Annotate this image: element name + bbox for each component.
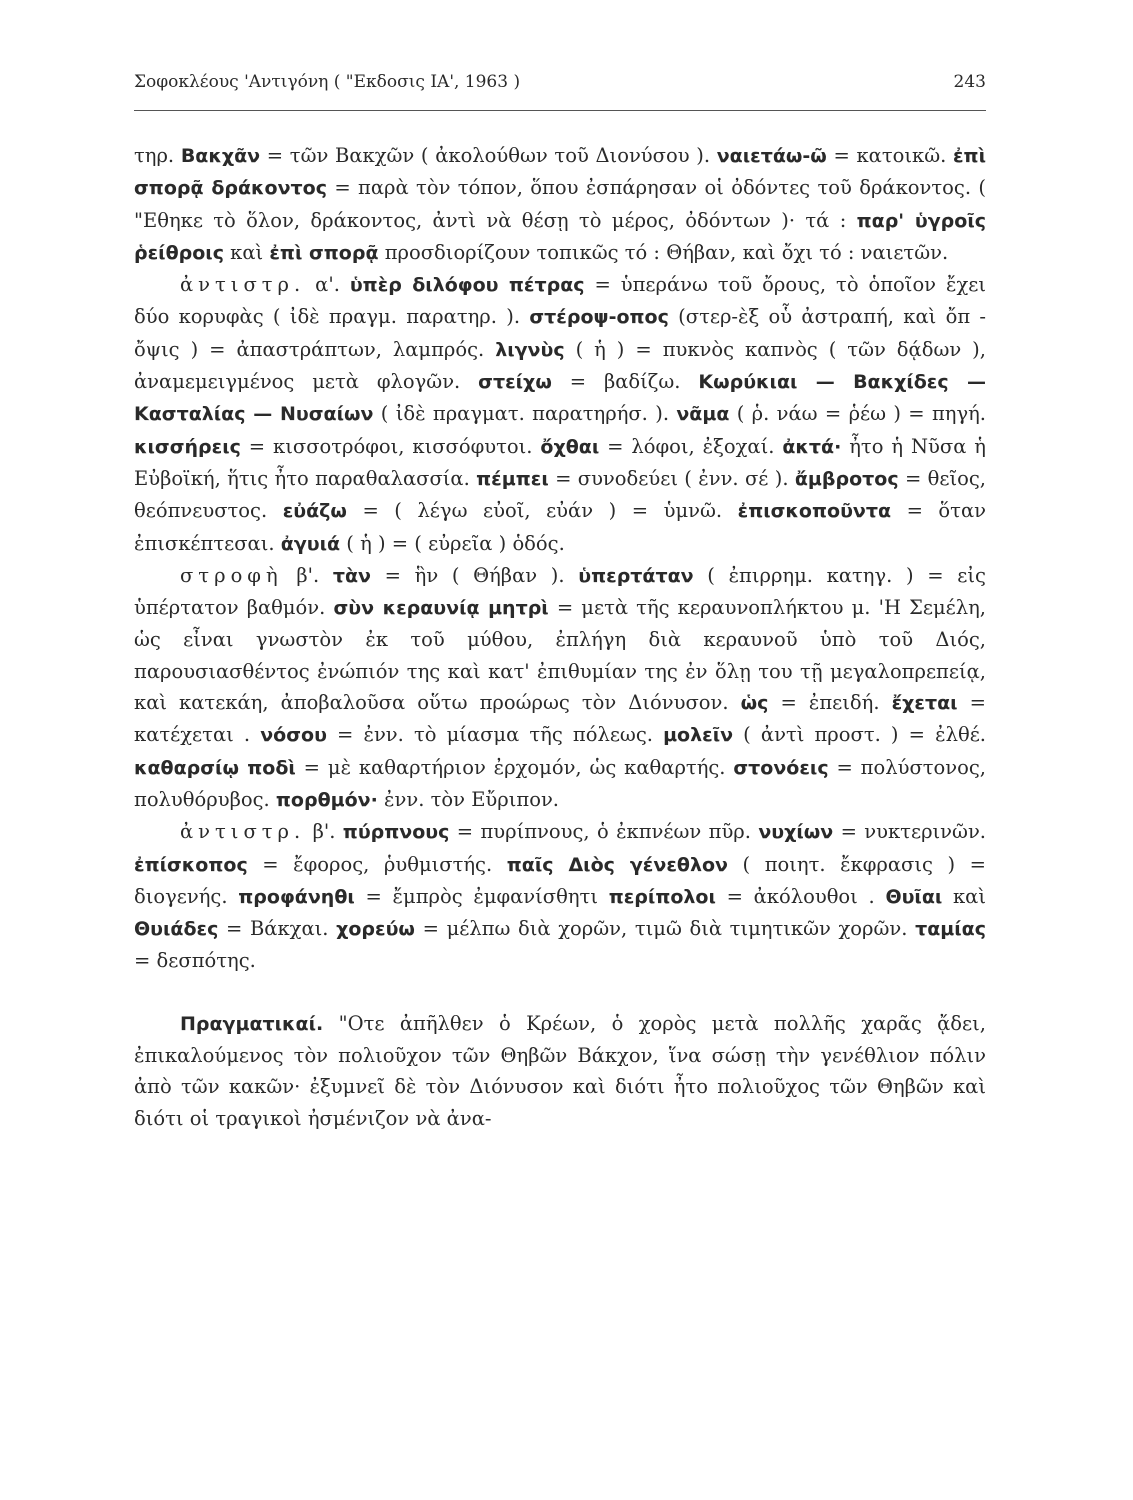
term: παρ' ὑγροῖς ῥείθροις: [134, 209, 986, 264]
text-run: = κατέχεται .: [134, 691, 986, 747]
text-run: = πολύστονος, πολυθόρυβος.: [134, 755, 986, 811]
text-run: ( ἀντὶ προστ. ) = ἐλθέ.: [733, 723, 986, 747]
text-run: ἐνν. τὸν Εὔριπον.: [377, 787, 559, 811]
text-run: = ἀκόλουθοι .: [715, 884, 886, 908]
paragraph: [134, 1008, 986, 1134]
text-run: = Βάκχαι.: [218, 917, 337, 941]
paragraph: [134, 140, 986, 269]
term: ὑπὲρ διλόφου πέτρας: [349, 274, 585, 297]
text-run: = συνοδεύει ( ἐνν. σέ ).: [548, 466, 795, 490]
text-run: = δεσπότης.: [134, 949, 256, 973]
term: περίπολοι: [608, 885, 716, 908]
term: παῖς Διὸς γένεθλον: [506, 853, 728, 876]
text-run: ἦτο ἡ Νῦσα ἡ Εὐβοϊκή, ἥτις ἦτο παραθαλασσία.: [134, 434, 986, 490]
text-run: = θεῖος, θεόπνευστος.: [134, 466, 986, 523]
term: ναιετάω-ῶ: [716, 145, 827, 167]
term: ἐπὶ σπορᾷ δράκοντος: [134, 145, 986, 200]
text-run: = μετὰ τῆς κεραυνοπλήκτου μ. 'Η Σεμέλη, ὡς εἶναι γνωστὸν ἐκ τοῦ μύθου, ἐπλήγη διὰ κεραυνοῦ ὑπὸ τοῦ Διός, παρουσιασθέντος ἐνώπιόν της καὶ κατ' ἐπιθυμίαν της ἐν ὅλῃ του τῇ μεγαλοπρεπείᾳ, καὶ κατεκάη, ἀποβαλοῦσα οὕτω προώρως τὸν Διόνυσον.: [134, 596, 986, 715]
text-run: = βαδίζω.: [551, 370, 699, 394]
term: νᾶμα: [676, 403, 730, 426]
text-run: = ἔφορος, ῥυθμιστής.: [247, 852, 507, 876]
term: πύρπνους: [342, 821, 450, 844]
text-run: = κισσοτρόφοι, κισσόφυτοι.: [240, 434, 541, 458]
text-run: = μὲ καθαρτήριον ἐρχομόν, ὡς καθαρτής.: [295, 755, 734, 779]
text-run: "Οτε ἀπῆλθεν ὁ Κρέων, ὁ χορὸς μετὰ πολλῆς χαρᾶς ᾄδει, ἐπικαλούμενος τὸν πολιοῦχον τῶν Θηβῶν Βάκχον, ἵνα σώσῃ τὴν γενέθλιον πόλιν ἀπὸ τῶν κακῶν· ἐξυμνεῖ δὲ τὸν Διόνυσον καὶ διότι ἦτο πολιοῦχος τῶν Θηβῶν καὶ διότι οἱ τραγικοὶ ἠσμένιζον νὰ ἀνα-: [134, 1011, 986, 1130]
term: Θυιάδες: [134, 918, 219, 941]
text-run: = ἐπειδή.: [768, 691, 892, 715]
text-run: = ἔμπρὸς ἐμφανίσθητι: [354, 884, 609, 908]
text-run: καὶ: [942, 884, 986, 908]
term: ὡς: [740, 692, 769, 715]
text-run: = ( λέγω εὐοῖ, εὐάν ) = ὑμνῶ.: [346, 499, 738, 523]
term: ἐπίσκοπος: [134, 853, 248, 876]
term: ἀγυιά: [280, 532, 341, 555]
text-run: β'.: [305, 820, 343, 844]
term: πορθμόν·: [275, 788, 378, 811]
term: σὺν κεραυνίᾳ μητρὶ: [333, 597, 549, 620]
text-run: καὶ: [223, 240, 270, 264]
text-run: = παρὰ τὸν τόπον, ὅπου ἐσπάρησαν οἱ ὀδόντες τοῦ δράκοντος. ( "Εθηκε τὸ ὅλον, δράκοντος, ἀντὶ νὰ θέσῃ τὸ μέρος, ὀδόντων )· τά :: [134, 176, 986, 232]
text-run: = νυκτερινῶν.: [833, 820, 986, 844]
term: Κωρύκιαι — Βακχίδες — Κασταλίας — Νυσαίων: [134, 371, 986, 426]
text-run: = ἐνν. τὸ μίασμα τῆς πόλεως.: [326, 723, 664, 747]
text-run: ( ἡ ) = πυκνὸς καπνὸς ( τῶν δᾴδων ), ἀναμεμειγμένος μετὰ φλογῶν.: [134, 337, 986, 394]
text-run: = κατοικῶ.: [826, 144, 953, 167]
header-rule: [134, 110, 986, 111]
paragraph: [134, 560, 986, 816]
paragraph: [134, 816, 986, 976]
text-run: ( ῥ. νάω = ῥέω ) = πηγή.: [729, 402, 986, 426]
paragraph: [134, 269, 986, 560]
section-label: ἀντιστρ.: [180, 820, 306, 844]
term: νόσου: [260, 724, 327, 747]
term: Βακχᾶν: [180, 145, 261, 167]
term: στονόεις: [733, 756, 829, 779]
text-run: ( ἡ ) = ( εὐρεῖα ) ὁδός.: [340, 531, 565, 555]
text-run: α'.: [305, 273, 350, 297]
term: στείχω: [478, 371, 552, 394]
header-title: Σοφοκλέους 'Αντιγόνη ( "Εκδοσις ΙΑ', 1963 ): [134, 72, 521, 92]
term: μολεῖν: [663, 724, 734, 747]
body-text: [134, 140, 986, 1134]
text-run: β'.: [282, 563, 333, 587]
section-label: ἀντιστρ.: [180, 273, 306, 297]
text-run: = ὅταν ἐπισκέπτεσαι.: [134, 499, 986, 555]
text-run: (στερ-ὲξ οὗ ἀστραπή, καὶ ὄπ - ὄψις ) = ἀπαστράπτων, λαμπρός.: [134, 305, 987, 361]
term: πέμπει: [476, 467, 549, 490]
running-header: [134, 72, 986, 102]
text-run: = τῶν Βακχῶν ( ἀκολούθων τοῦ Διονύσου ).: [260, 144, 717, 167]
term: τὰν: [332, 564, 371, 587]
term: στέροψ-οπος: [529, 306, 669, 329]
term: ἔχεται: [891, 692, 958, 715]
term: κισσήρεις: [134, 435, 241, 458]
text-run: τηρ.: [134, 144, 181, 167]
term: ἀκτά·: [782, 435, 842, 458]
text-run: ( ἐπιρρημ. κατηγ. ) = εἰς ὑπέρτατον βαθμόν.: [134, 563, 986, 620]
term: ταμίας: [915, 918, 986, 941]
term: νυχίων: [758, 821, 834, 844]
term: καθαρσίῳ ποδὶ: [134, 756, 296, 779]
term: ἐπὶ σπορᾷ: [269, 241, 379, 264]
text-run: = ἣν ( Θήβαν ).: [370, 563, 579, 587]
term: εὐάζω: [282, 500, 347, 523]
term: προφάνηθι: [238, 885, 355, 908]
term: ἄμβροτος: [794, 467, 899, 490]
text-run: = λόφοι, ἐξοχαί.: [599, 434, 783, 458]
term: ἐπισκοποῦντα: [737, 500, 892, 523]
text-run: = πυρίπνους, ὁ ἐκπνέων πῦρ.: [449, 820, 759, 844]
paragraph-gap: [134, 977, 986, 1008]
term: χορεύω: [336, 918, 415, 941]
text-run: ( ποιητ. ἔκφρασις ) = διογενής.: [134, 852, 986, 908]
term: ὄχθαι: [540, 435, 600, 458]
section-label: στροφὴ: [180, 563, 283, 587]
page-number: 243: [953, 72, 986, 92]
term: Πραγματικαί.: [180, 1012, 324, 1035]
text-run: = μέλπω διὰ χορῶν, τιμῶ διὰ τιμητικῶν χορῶν.: [414, 917, 916, 941]
term: λιγνὺς: [495, 338, 565, 361]
term: ὑπερτάταν: [578, 564, 694, 587]
text-run: προσδιορίζουν τοπικῶς τό : Θήβαν, καὶ ὄχι τό : ναιετῶν.: [378, 240, 949, 264]
term: Θυῖαι: [885, 885, 943, 908]
text-run: ( ἰδὲ πραγματ. παρατηρήσ. ).: [373, 402, 677, 426]
text-run: = ὑπεράνω τοῦ ὄρους, τὸ ὁποῖον ἔχει δύο κορυφὰς ( ἰδὲ πραγμ. παρατηρ. ).: [134, 273, 987, 329]
